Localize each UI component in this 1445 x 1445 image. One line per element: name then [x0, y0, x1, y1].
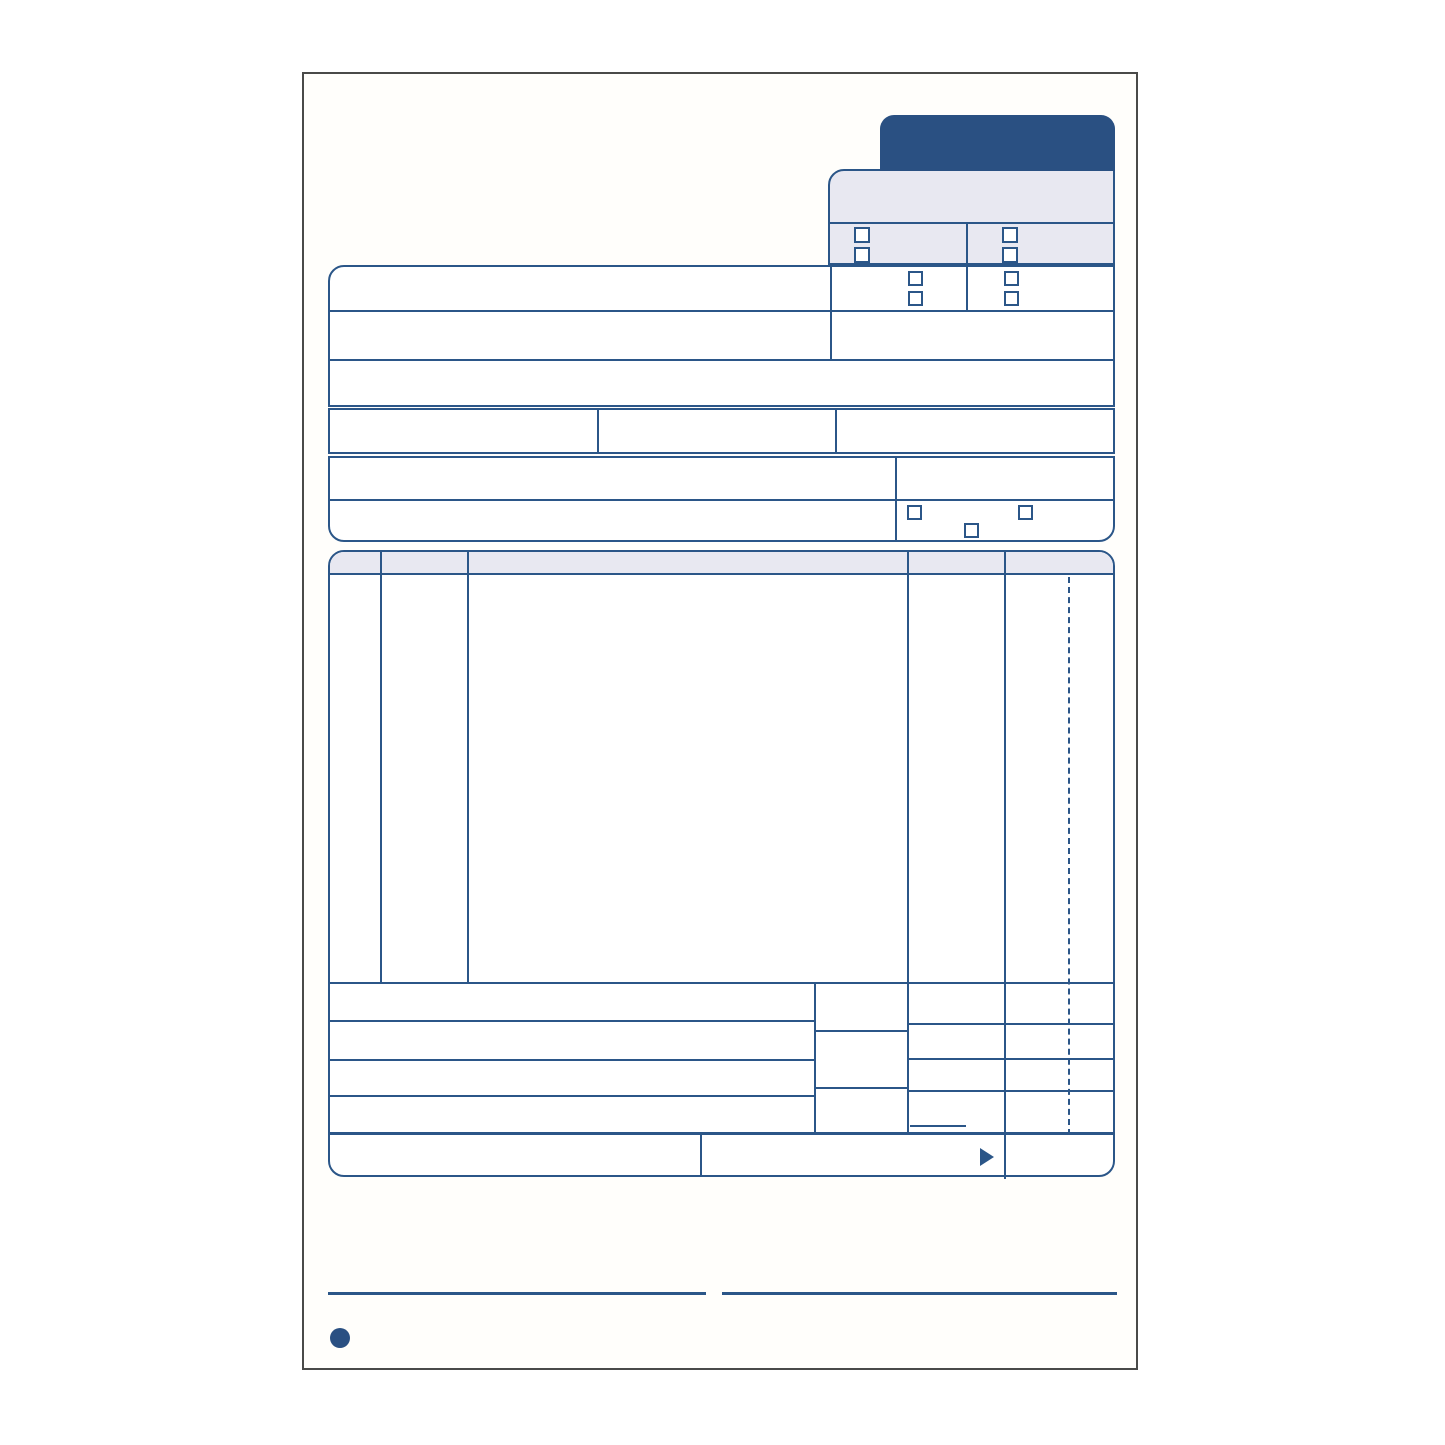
divider	[907, 1058, 1113, 1060]
checkbox-cod	[1004, 271, 1019, 286]
customer-info-block	[328, 265, 1115, 407]
checkbox-warranty	[907, 505, 922, 520]
divider	[966, 222, 968, 263]
miles-write-line	[910, 1125, 966, 1127]
form-title-banner	[880, 115, 1115, 171]
checkbox-pick-up	[1002, 227, 1018, 243]
divider	[330, 982, 1113, 984]
divider	[907, 1023, 1113, 1025]
divider	[1004, 552, 1006, 1179]
divider	[907, 552, 909, 1135]
divider	[330, 310, 1113, 312]
customer-signature-line	[328, 1292, 706, 1295]
divider	[814, 1087, 907, 1089]
checkbox-deliver	[1002, 247, 1018, 263]
divider	[330, 1020, 814, 1022]
divider	[380, 552, 382, 982]
divider	[330, 499, 1113, 501]
items-table	[328, 550, 1115, 1177]
divider	[330, 1095, 814, 1097]
checkbox-home	[908, 271, 923, 286]
divider	[830, 222, 1113, 224]
checkbox-estimate	[964, 523, 979, 538]
adams-logo-icon	[330, 1328, 350, 1348]
order-header-block	[828, 169, 1115, 265]
divider	[835, 410, 837, 452]
divider	[330, 1059, 814, 1061]
divider	[907, 1090, 1113, 1092]
checkbox-install	[854, 247, 870, 263]
cash-on-completion-row	[702, 1135, 1004, 1179]
divider	[597, 410, 599, 452]
cents-dashed-rule	[1068, 577, 1070, 1135]
checkbox-shop	[908, 291, 923, 306]
checkbox-contract	[1018, 505, 1033, 520]
items-table-header	[330, 552, 1113, 575]
divider	[467, 552, 469, 982]
checkbox-charge	[1004, 291, 1019, 306]
total-arrow-icon	[980, 1148, 994, 1166]
divider	[814, 982, 816, 1132]
technician-signature-line	[722, 1292, 1117, 1295]
equipment-block	[328, 408, 1115, 454]
service-request-block	[328, 456, 1115, 542]
divider	[830, 267, 832, 359]
divider	[966, 267, 968, 310]
brand-group	[330, 1328, 490, 1352]
divider	[814, 1030, 907, 1032]
checkbox-service	[854, 227, 870, 243]
divider	[330, 359, 1113, 361]
